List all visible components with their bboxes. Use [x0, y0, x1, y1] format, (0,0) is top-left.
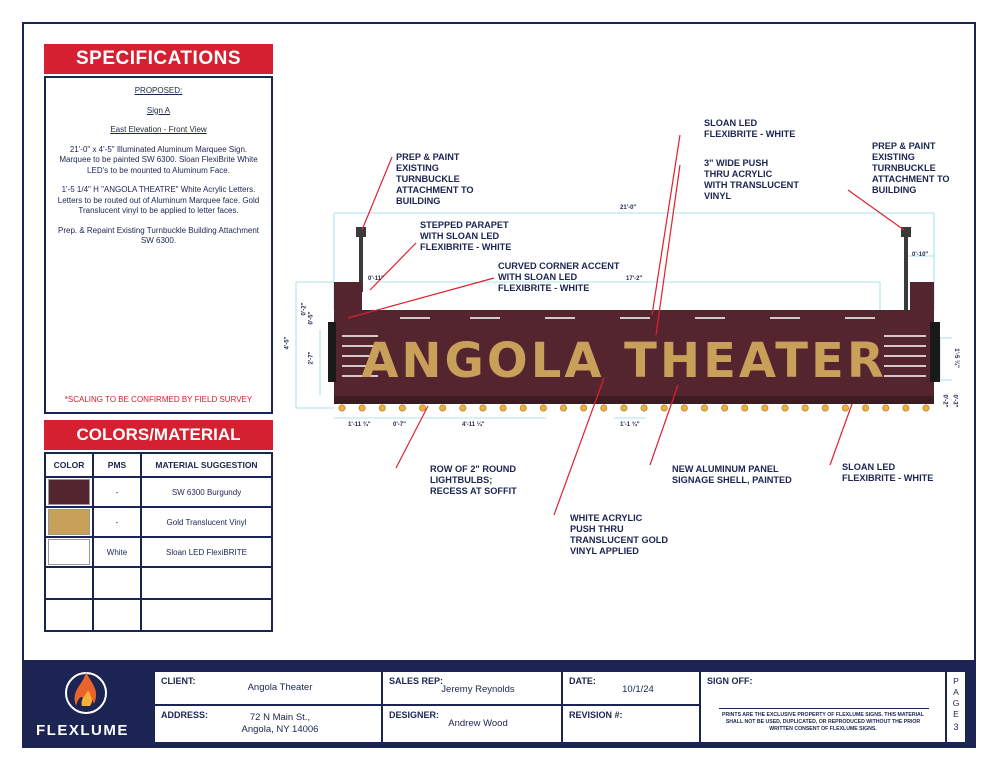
- sales-rep-value: Jeremy Reynolds: [441, 684, 515, 695]
- disclaimer: PRINTS ARE THE EXCLUSIVE PROPERTY OF FLEXLUME SIGNS. THIS MATERIAL SHALL NOT BE USED, DUPLICATED, OR REPRODUCED WITHOUT THE PRIOR WRITTEN CONSENT OF FLEXLUME SIGNS.: [722, 712, 924, 732]
- page-number: 3: [953, 722, 959, 732]
- sales-rep-box: [383, 672, 561, 704]
- callout-curved-corner: CURVED CORNER ACCENT WITH SLOAN LED FLEXIBRITE - WHITE: [498, 261, 620, 293]
- designer-label: DESIGNER:: [389, 710, 440, 720]
- specifications-title: SPECIFICATIONS: [44, 44, 273, 74]
- revision-label: REVISION #:: [569, 710, 623, 720]
- designer-box: [383, 706, 561, 742]
- date-value: 10/1/24: [622, 684, 654, 695]
- dim-0-2: 0'-2": [301, 302, 308, 316]
- dim-0-10: 0'-10": [912, 252, 929, 258]
- client-label: CLIENT:: [161, 676, 196, 686]
- date-label: DATE:: [569, 676, 596, 686]
- callout-sloan-top: SLOAN LED FLEXIBRITE - WHITE: [704, 118, 796, 139]
- dim-17-2: 17'-2": [626, 276, 643, 282]
- callout-sloan-right: SLOAN LED FLEXIBRITE - WHITE: [842, 462, 934, 483]
- dim-1-5-quarter: 1'-5 ¼": [952, 348, 959, 368]
- dim-2-7: 2'-7": [308, 351, 315, 365]
- sales-rep-label: SALES REP:: [389, 676, 444, 686]
- callout-white-acrylic: WHITE ACRYLIC PUSH THRU TRANSLUCENT GOLD VINYL APPLIED: [570, 513, 668, 556]
- callout-prep-left: PREP & PAINT EXISTING TURNBUCKLE ATTACHMENT TO BUILDING: [396, 152, 474, 206]
- dim-0-7: 0'-7": [393, 422, 406, 428]
- dim-1-1-three-quarter: 1'-1 ¾": [620, 422, 640, 428]
- spec-view: East Elevation - Front View: [110, 125, 207, 134]
- callout-prep-right: PREP & PAINT EXISTING TURNBUCKLE ATTACHMENT TO BUILDING: [872, 141, 950, 195]
- callout-row-bulbs: ROW OF 2" ROUND LIGHTBULBS; RECESS AT SOFFIT: [430, 464, 517, 496]
- callout-stepped-parapet: STEPPED PARAPET WITH SLOAN LED FLEXIBRITE - WHITE: [420, 220, 512, 252]
- dim-0-5: 0'-5": [308, 311, 315, 325]
- dim-1-11-three-quarter: 1'-11 ¾": [348, 422, 371, 428]
- signoff-box[interactable]: [701, 672, 945, 742]
- date-box: [563, 672, 699, 704]
- dim-4-5: 4'-5": [284, 336, 291, 350]
- header-color: COLOR: [45, 453, 93, 477]
- signature-line: [719, 708, 929, 709]
- spec-para-1: 21'-0" x 4'-5" Illuminated Aluminum Marquee Sign. Marquee to be painted SW 6300. Sloan FlexiBrite White LED's to be mounted to Aluminum Face.: [59, 144, 258, 175]
- page-word: P A G E: [952, 676, 960, 719]
- client-box: [155, 672, 381, 704]
- dim-overall-width: 21'-0": [620, 205, 637, 211]
- spec-para-3: Prep. & Repaint Existing Turnbuckle Building Attachment SW 6300.: [58, 225, 259, 245]
- company-name: FLEXLUME: [36, 722, 129, 739]
- dim-0-2-right: 0'-2": [941, 394, 948, 408]
- spec-para-2: 1'-5 1/4" H "ANGOLA THEATRE" White Acrylic Letters. Letters to be routed out of Aluminum Marquee face. Gold Translucent vinyl to be applied to letter faces.: [57, 185, 260, 215]
- spec-proposed: PROPOSED:: [134, 86, 183, 95]
- spec-sign: Sign A: [146, 105, 171, 115]
- pms-cell: -: [93, 507, 141, 537]
- dim-0-11: 0'-11": [368, 276, 384, 282]
- material-cell: Gold Translucent Vinyl: [141, 507, 272, 537]
- material-cell: SW 6300 Burgundy: [141, 477, 272, 507]
- pms-cell: -: [93, 477, 141, 507]
- callout-push-thru: 3" WIDE PUSH THRU ACRYLIC WITH TRANSLUCENT VINYL: [704, 158, 799, 201]
- revision-box: [563, 706, 699, 742]
- spec-scaling-note: *SCALING TO BE CONFIRMED BY FIELD SURVEY: [64, 395, 253, 404]
- address-box: [155, 706, 381, 742]
- material-cell: Sloan LED FlexiBRITE: [141, 537, 272, 567]
- callout-new-panel: NEW ALUMINUM PANEL SIGNAGE SHELL, PAINTED: [672, 464, 792, 485]
- header-pms: PMS: [93, 453, 141, 477]
- designer-value: Andrew Wood: [448, 718, 508, 729]
- address-line-1: 72 N Main St.,: [249, 712, 311, 723]
- address-label: ADDRESS:: [161, 710, 209, 720]
- dim-4-11-quarter: 4'-11 ¼": [462, 422, 485, 428]
- colors-material-title: COLORS/MATERIAL: [44, 420, 273, 450]
- dim-0-3: 0'-3": [951, 394, 958, 408]
- sign-lettering: ANGOLA THEATER: [361, 333, 887, 389]
- client-value: Angola Theater: [247, 682, 313, 693]
- page-box: [947, 672, 965, 742]
- header-material: MATERIAL SUGGESTION: [141, 453, 272, 477]
- pms-cell: White: [93, 537, 141, 567]
- address-line-2: Angola, NY 14006: [241, 724, 319, 735]
- signoff-label: SIGN OFF:: [707, 676, 753, 686]
